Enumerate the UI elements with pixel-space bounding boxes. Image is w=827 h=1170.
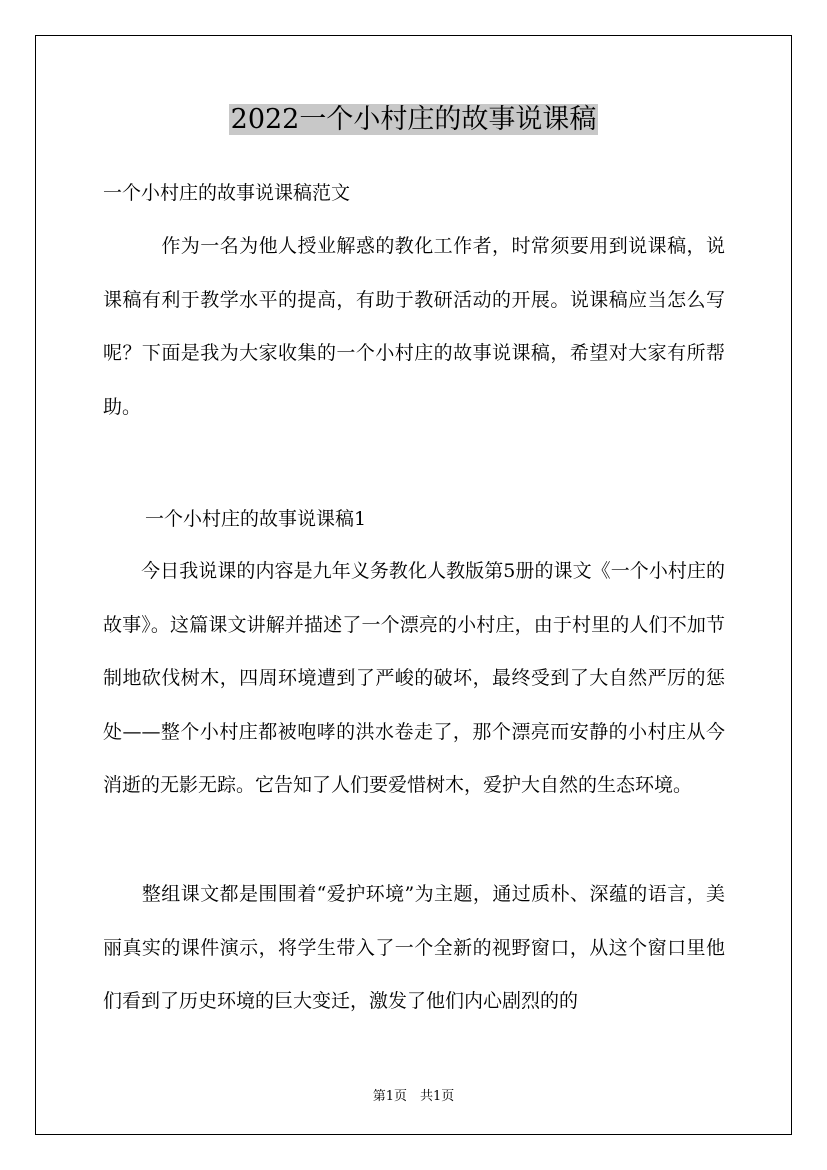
body-paragraph-1 — [103, 545, 725, 813]
document-subtitle: 一个小村庄的故事说课稿范文 — [103, 182, 351, 204]
section-heading: 一个小村庄的故事说课稿1 — [145, 508, 367, 530]
intro-paragraph — [103, 220, 725, 434]
document-title-text: 2022一个小村庄的故事说课稿 — [230, 104, 597, 135]
paragraph-1-text: 今日我说课的内容是九年义务教化人教版第5册的课文《一个小村庄的故事》。这篇课文讲解并描述了一个漂亮的小村庄，由于村里的人们不加节制地砍伐树木，四周环境遭到了严峻的破坏，最终受到了大自然严厉的惩处——整个小村庄都被咆哮的洪水卷走了，那个漂亮而安静的小村庄从今消逝的无影无踪。它告知了人们要爱惜树木，爱护大自然的生态环境。 — [103, 560, 725, 796]
page-footer: 第1页 共1页 — [372, 1089, 455, 1104]
intro-text: 作为一名为他人授业解惑的教化工作者，时常须要用到说课稿，说课稿有利于教学水平的提高，有助于教研活动的开展。说课稿应当怎么写呢？下面是我为大家收集的一个小村庄的故事说课稿，希望对大家有所帮助。 — [103, 235, 725, 418]
paragraph-2-text: 整组课文都是围围着“爱护环境”为主题，通过质朴、深蕴的语言，美丽真实的课件演示，将学生带入了一个全新的视野窗口，从这个窗口里他们看到了历史环境的巨大变迁，激发了他们内心剧烈的的 — [103, 883, 725, 1012]
document-title — [0, 99, 827, 141]
body-paragraph-2 — [103, 868, 725, 1029]
